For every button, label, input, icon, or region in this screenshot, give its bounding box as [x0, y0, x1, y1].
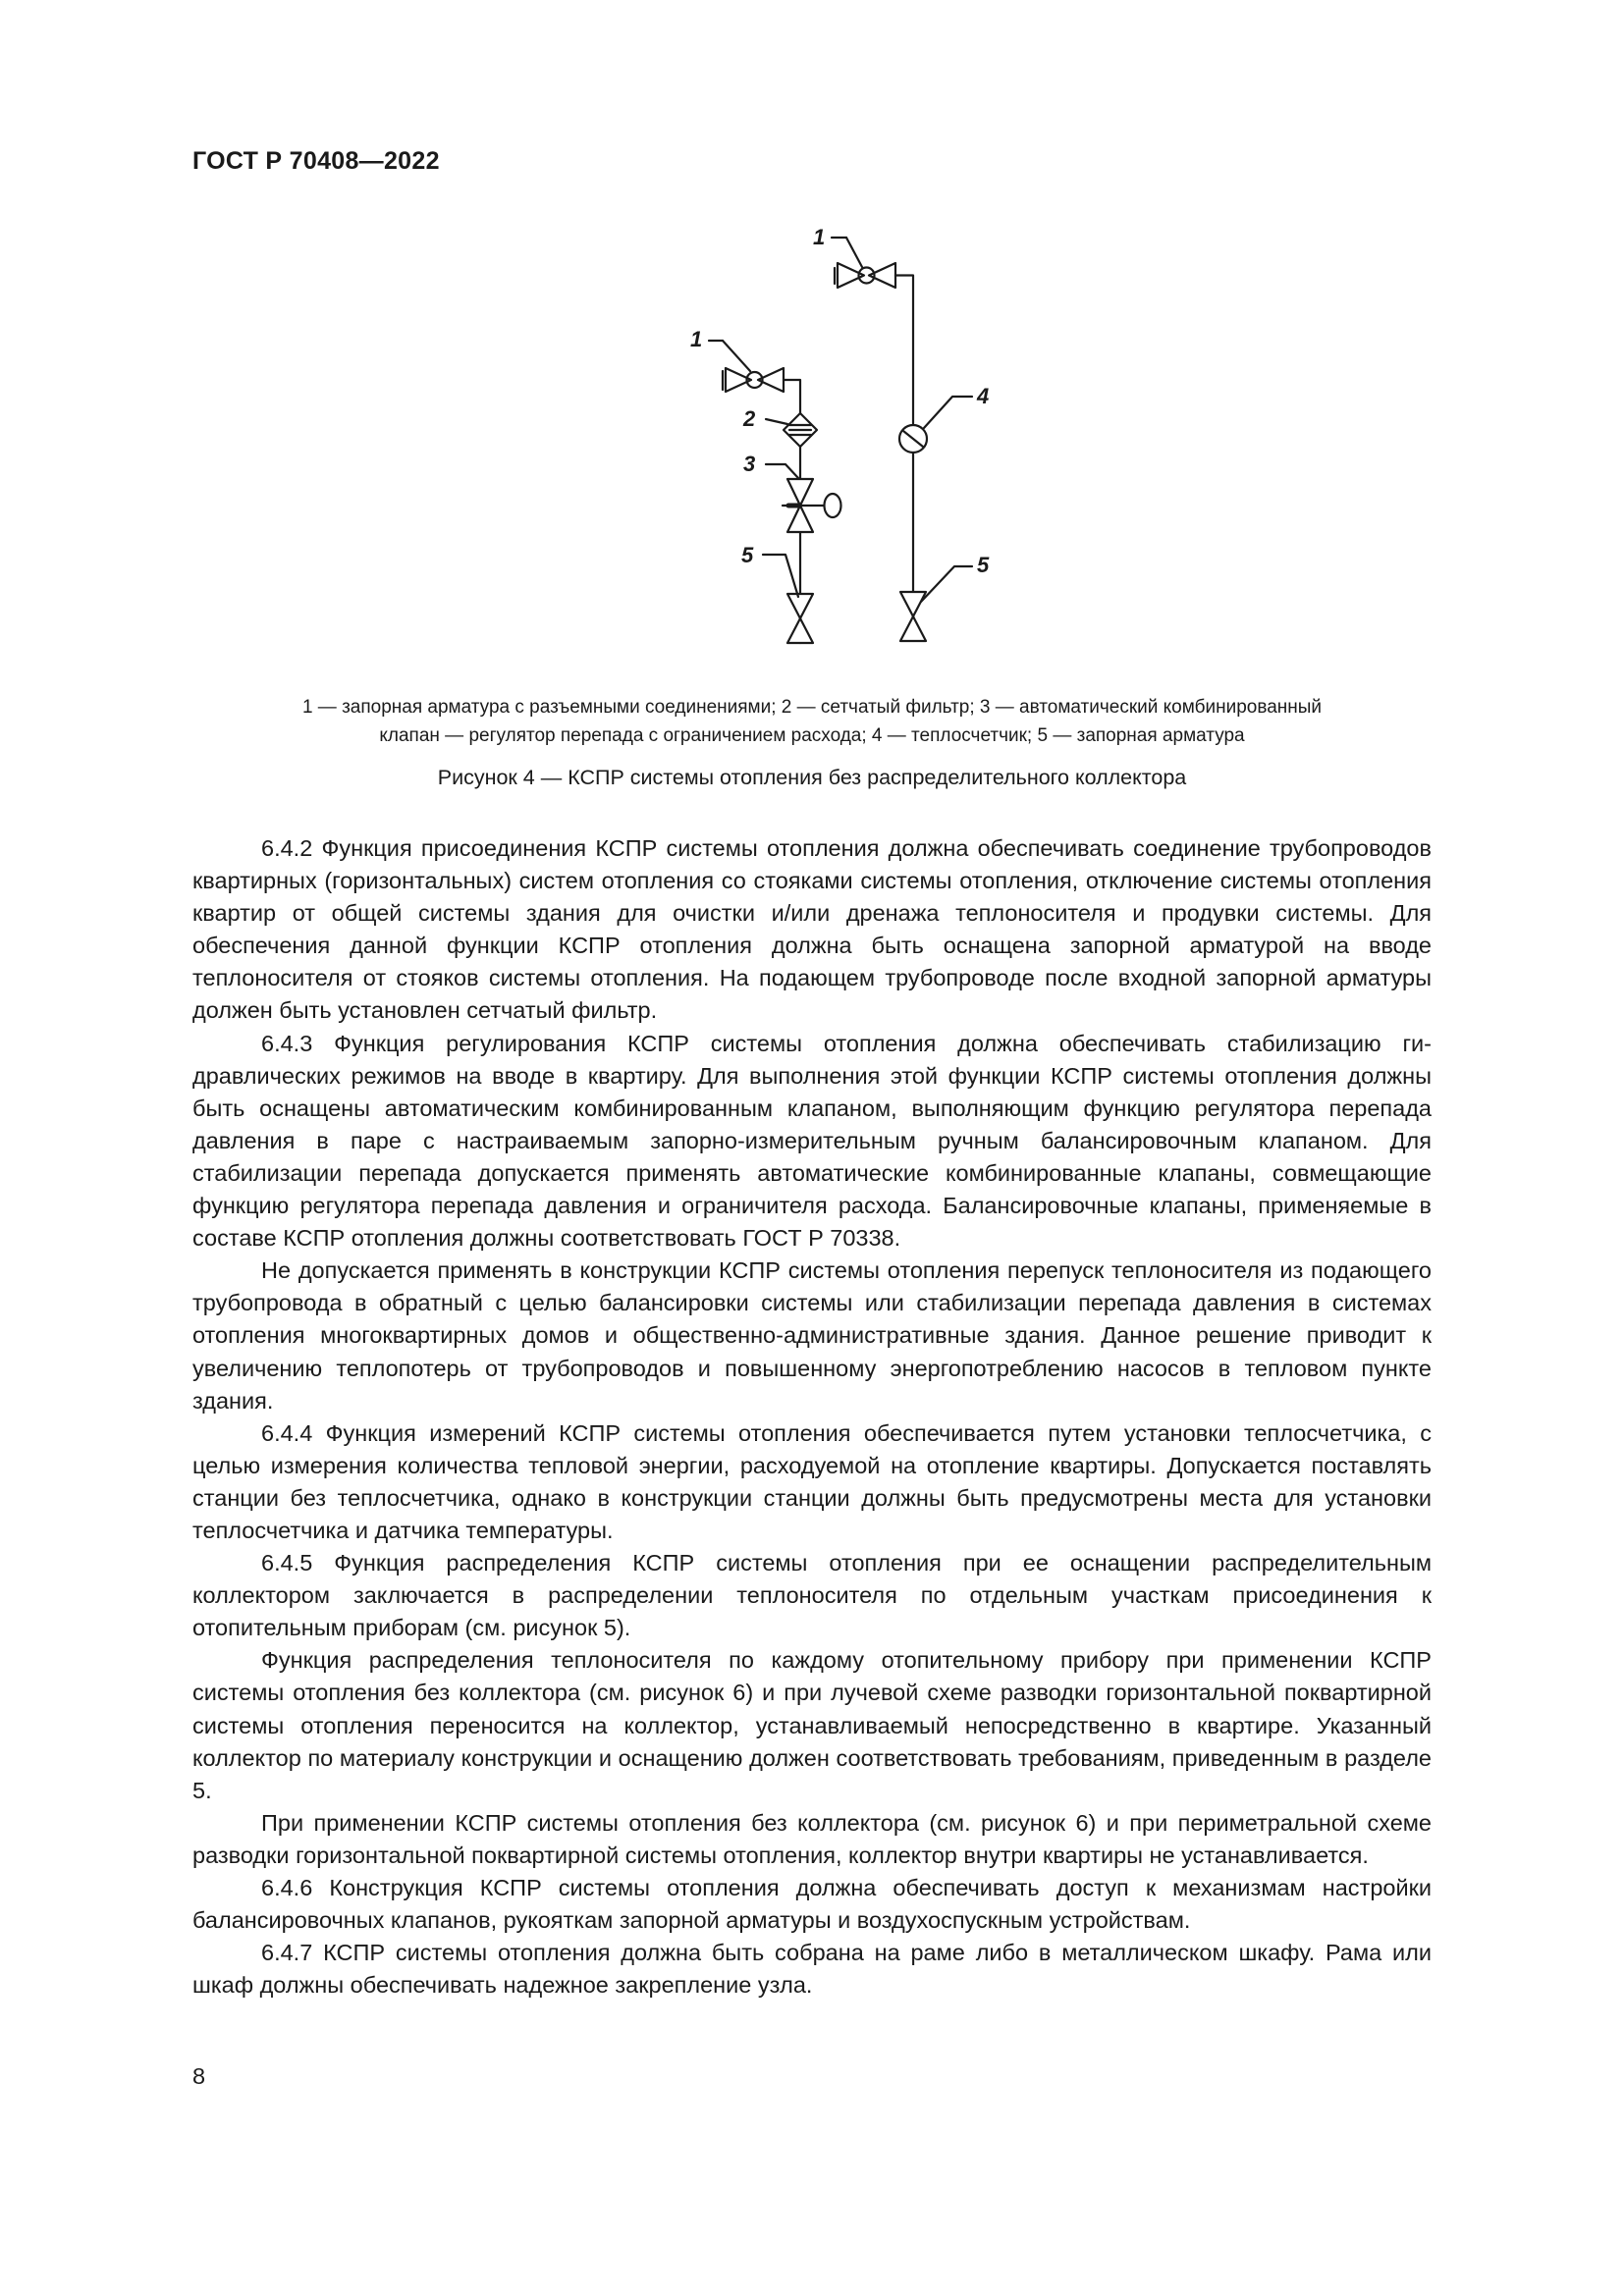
callout-leader	[766, 464, 798, 478]
paragraph: 6.4.2 Функция присоединения КСПР системы отопления должна обеспечивать соединение трубопроводов квартирных (горизонтальных) систем отопления со стояками системы отопления, отключение системы отопления квартир от общей системы здания для очистки и/или дренажа теплоносителя и продувки системы. Для обеспечения данной функции КСПР отопления должна быть оснащена запорной арматурой на вводе теплоносителя от стояков системы отопления. На подающем трубопроводе после входной запорной арматуры должен быть установлен сетчатый фильтр.	[192, 835, 1432, 1024]
document-header: ГОСТ Р 70408—2022	[192, 147, 440, 175]
callout-leader	[763, 555, 798, 597]
callout-5-right: 5	[977, 553, 990, 577]
body-text	[192, 832, 1432, 2002]
figure-legend	[226, 693, 1398, 750]
callout-leader	[924, 397, 972, 428]
paragraph: 6.4.4 Функция измерений КСПР системы отопления обеспечивается путем установки теплосчетчика, с целью измерения количества тепловой энергии, расходуемой на отопление квартиры. Допускается поставлять станции без теплосчетчика, однако в конструкции станции должны быть предусмотрены места для установки теплосчетчика и датчика температуры.	[192, 1419, 1432, 1543]
paragraph: 6.4.7 КСПР системы отопления должна быть собрана на раме либо в металлическом шкафу. Рама или шкаф должны обеспечивать надежное закрепление узла.	[192, 1940, 1432, 1999]
callout-1-left: 1	[690, 327, 703, 351]
paragraph: Функция распределения теплоносителя по каждому отопительному прибору при применении КСПР системы отопления без коллектора (см. рисунок 6) и при лучевой схеме разводки горизонтальной поквартирной системы отопления переносится на коллектор, устанавливаемый непосредственно в квартире. Указанный коллектор по материалу конструкции и оснащению должен соответствовать требованиям, приведенным в разделе 5.	[192, 1647, 1432, 1803]
top-right-shutoff-valve-symbol	[835, 263, 913, 638]
paragraph: 6.4.6 Конструкция КСПР системы отопления должна обеспечивать доступ к механизмам настройки балансировочных клапанов, рукояткам запорной арматуры и воздухоспускным устройствам.	[192, 1875, 1432, 1934]
figure-legend-line: клапан — регулятор перепада с ограничением расхода; 4 — теплосчетчик; 5 — запорная арматура	[379, 725, 1245, 746]
callout-leader	[723, 341, 750, 371]
callout-1-top: 1	[813, 225, 826, 249]
paragraph: 6.4.5 Функция распределения КСПР системы отопления при ее оснащении распределительным коллектором заключается в распределении теплоносителя по отдельным участкам присоединения к отопительным приборам (см. рисунок 5).	[192, 1550, 1432, 1641]
combined-control-valve-symbol	[783, 479, 841, 532]
figure-legend-line: 1 — запорная арматура с разъемными соединениями; 2 — сетчатый фильтр; 3 — автоматический комбинированный	[301, 697, 1323, 718]
strainer-filter-symbol	[784, 413, 817, 447]
callout-2: 2	[743, 406, 756, 431]
paragraph: 6.4.3 Функция регулирования КСПР системы отопления должна обеспечивать стабилизацию гидравлических режимов на вводе в квартиру. Для выполнения этой функции КСПР системы отопления должны быть оснащены автоматическим комбинированным клапаном, выполняющим функцию регулятора перепада давления в паре с настраиваемым запорно-измерительным ручным балансировочным клапаном. Для стабилизации перепада допускается применять автоматические комбинированные клапаны, совмещающие функцию регулятора перепада давления и ограничителя расхода. Балансировочные клапаны, применяемые в составе КСПР отопления должны соответствовать ГОСТ Р 70338.	[192, 1030, 1432, 1252]
figure-caption: Рисунок 4 — КСПР системы отопления без распределительного коллектора	[437, 766, 1187, 789]
callout-3: 3	[743, 452, 756, 476]
heating-scheme-diagram	[687, 221, 1021, 672]
heat-meter-symbol	[899, 425, 927, 453]
paragraph: При применении КСПР системы отопления без коллектора (см. рисунок 6) и при периметральной схеме разводки горизонтальной поквартирной системы отопления, коллектор внутри квартиры не устанавливается.	[192, 1809, 1432, 1868]
page-number: 8	[192, 2063, 206, 2089]
left-shutoff-valve-bottom-symbol	[787, 594, 813, 643]
callout-leader	[846, 238, 862, 267]
callout-4: 4	[977, 384, 990, 408]
callout-5-left: 5	[741, 543, 754, 567]
paragraph: Не допускается применять в конструкции КСПР системы отопления перепуск теплоносителя из подающего трубопровода в обратный с целью балансировки системы или стабилизации перепада давления в системах отопления многоквартирных домов и общественно-административные здания. Данное решение приводит к увеличению теплопотерь от трубопроводов и повышенному энергопотреблению насосов в тепловом пункте здания.	[192, 1257, 1432, 1414]
callout-leader	[921, 566, 972, 602]
callout-leader	[766, 419, 787, 424]
